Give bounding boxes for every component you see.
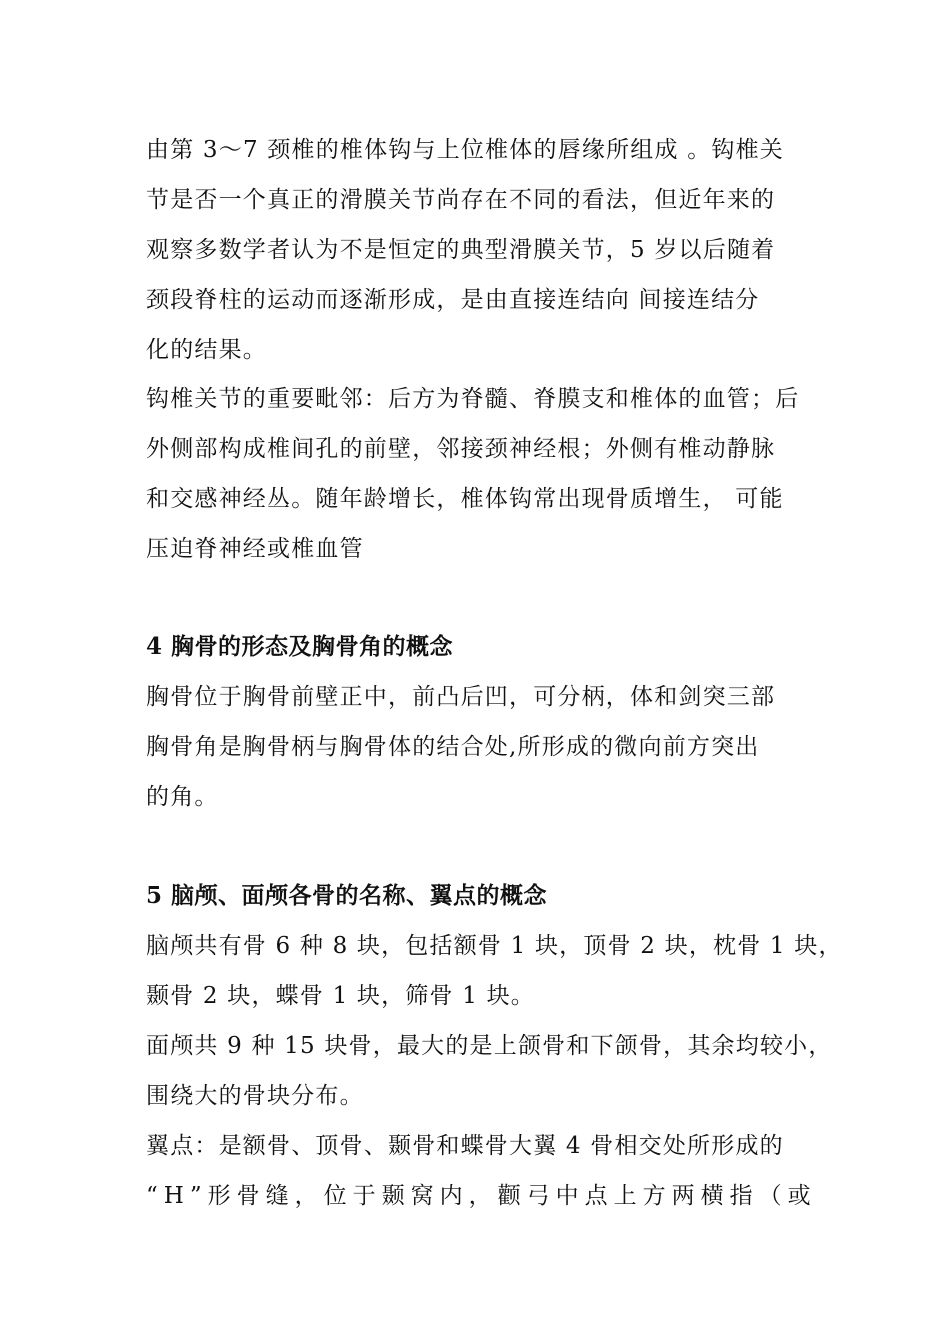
paragraph-line: 的角。 xyxy=(146,784,219,810)
paragraph-line: 观察多数学者认为不是恒定的典型滑膜关节，5 岁以后随着 xyxy=(146,237,776,263)
paragraph-line: 压迫脊神经或椎血管 xyxy=(146,536,364,562)
paragraph-line: 钩椎关节的重要毗邻：后方为脊髓、脊膜支和椎体的血管；后 xyxy=(146,386,800,412)
paragraph-line: 和交感神经丛。随年龄增长，椎体钩常出现骨质增生， 可能 xyxy=(146,486,784,512)
paragraph-line: 胸骨角是胸骨柄与胸骨体的结合处,所形成的微向前方突出 xyxy=(146,734,760,760)
paragraph-line: 外侧部构成椎间孔的前壁，邻接颈神经根；外侧有椎动静脉 xyxy=(146,436,776,462)
paragraph-line: 颞骨 2 块，蝶骨 1 块，筛骨 1 块。 xyxy=(146,983,535,1009)
paragraph-line: 节是否一个真正的滑膜关节尚存在不同的看法，但近年来的 xyxy=(146,187,776,213)
section-heading: 4 胸骨的形态及胸骨角的概念 xyxy=(146,633,454,660)
paragraph-line: 化的结果。 xyxy=(146,337,267,363)
paragraph-line: 胸骨位于胸骨前壁正中，前凸后凹，可分柄，体和剑突三部 xyxy=(146,684,776,710)
paragraph-line: “H”形骨缝，位于颞窝内，颧弓中点上方两横指（或 xyxy=(146,1183,817,1209)
paragraph-line: 面颅共 9 种 15 块骨，最大的是上颌骨和下颌骨，其余均较小， xyxy=(146,1033,833,1059)
paragraph-line: 翼点：是额骨、顶骨、颞骨和蝶骨大翼 4 骨相交处所形成的 xyxy=(146,1133,784,1159)
paragraph-line: 由第 3～7 颈椎的椎体钩与上位椎体的唇缘所组成 。钩椎关 xyxy=(146,137,784,163)
paragraph-line: 脑颅共有骨 6 种 8 块，包括额骨 1 块，顶骨 2 块，枕骨 1 块， xyxy=(146,933,843,959)
section-heading: 5 脑颅、面颅各骨的名称、翼点的概念 xyxy=(146,882,548,909)
paragraph-line: 围绕大的骨块分布。 xyxy=(146,1083,364,1109)
paragraph-line: 颈段脊柱的运动而逐渐形成，是由直接连结向 间接连结分 xyxy=(146,287,760,313)
